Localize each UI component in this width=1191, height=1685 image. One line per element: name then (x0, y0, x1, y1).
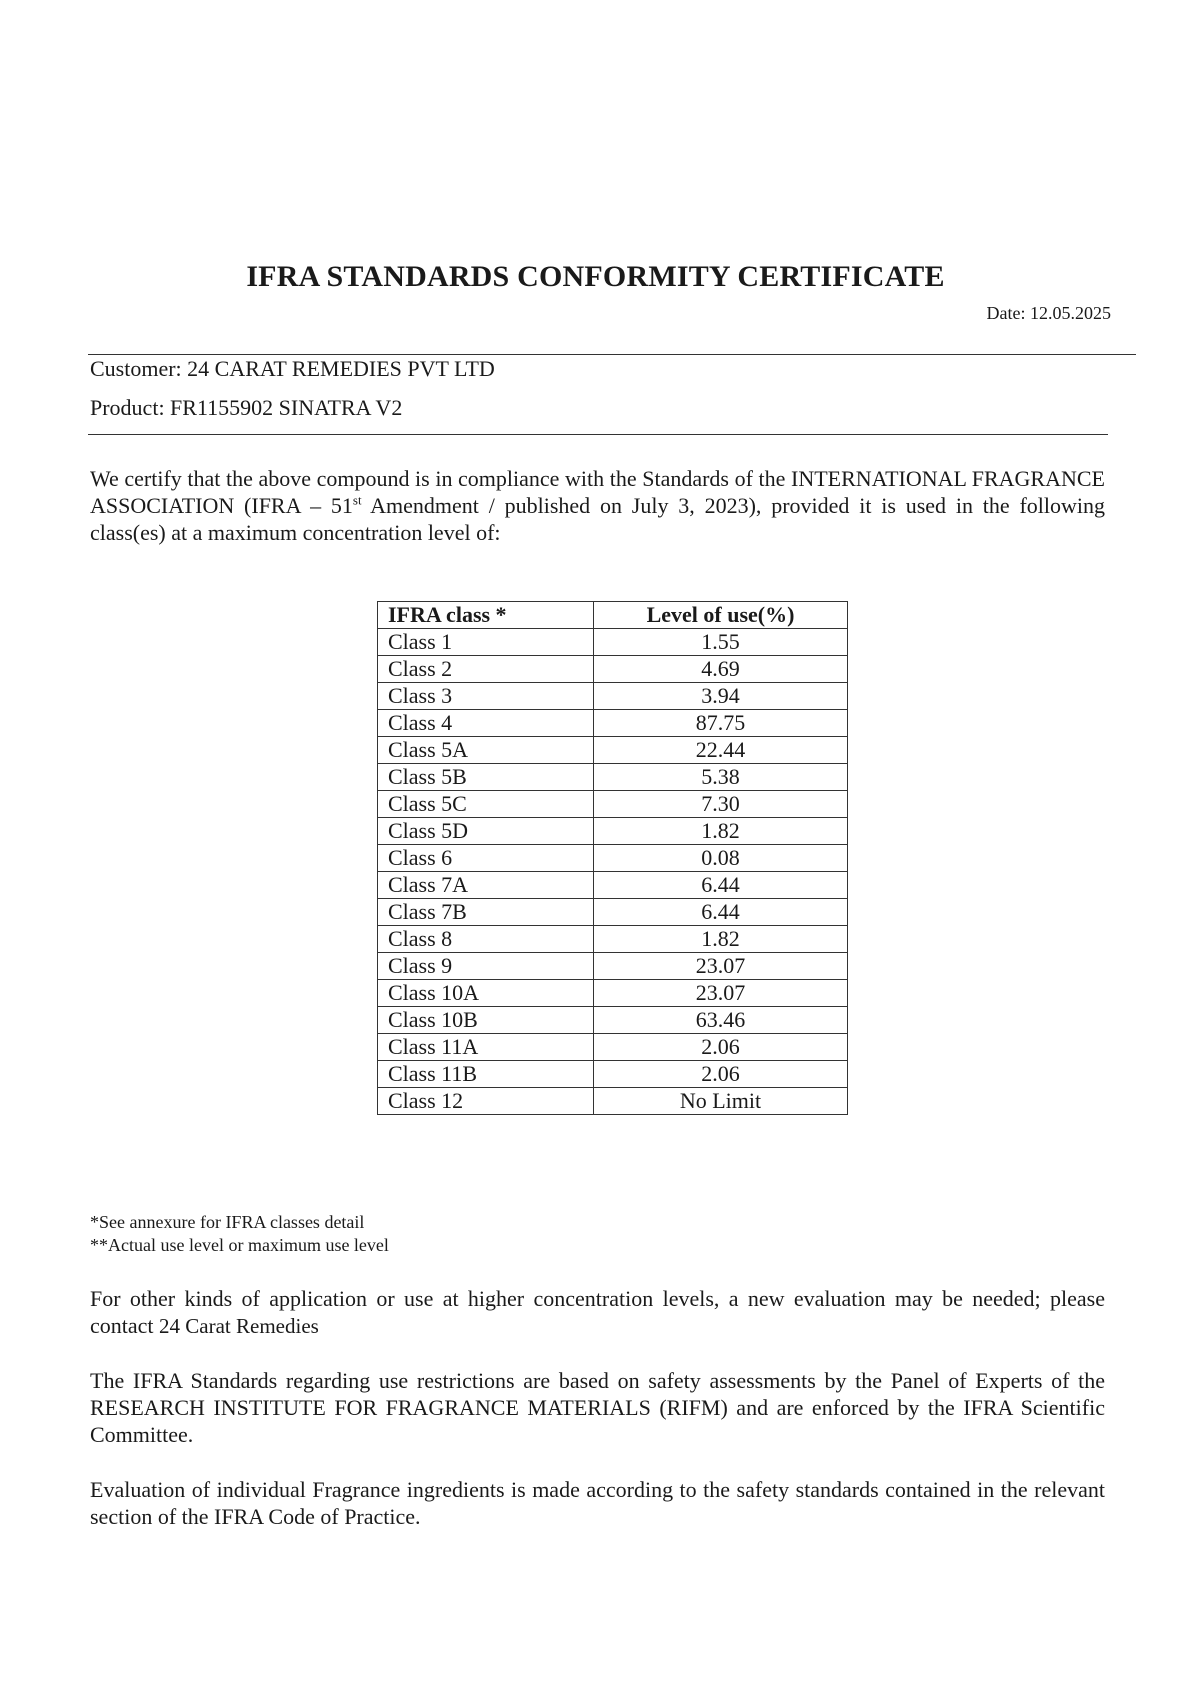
level-of-use-cell: 7.30 (594, 791, 848, 818)
header-level-of-use: Level of use(%) (594, 602, 848, 629)
level-of-use-cell: 63.46 (594, 1007, 848, 1034)
level-of-use-cell: 5.38 (594, 764, 848, 791)
customer-line: Customer: 24 CARAT REMEDIES PVT LTD (90, 356, 495, 381)
table-row (378, 1061, 848, 1088)
certification-text-end: Amendment / published on July 3, 2023), provided it is used in the following class(es) at a maximum concentration level of: (90, 493, 1105, 545)
table-row (378, 791, 848, 818)
class-name-cell: Class 8 (378, 926, 594, 953)
level-of-use-cell: 23.07 (594, 980, 848, 1007)
table-row (378, 656, 848, 683)
amendment-superscript: st (352, 492, 362, 508)
top-divider (88, 354, 1136, 355)
class-name-cell: Class 10A (378, 980, 594, 1007)
other-application-paragraph (90, 1285, 1105, 1340)
class-name-cell: Class 6 (378, 845, 594, 872)
table-row (378, 899, 848, 926)
table-row (378, 710, 848, 737)
table-row (378, 1034, 848, 1061)
table-row (378, 872, 848, 899)
level-of-use-cell: 1.55 (594, 629, 848, 656)
class-name-cell: Class 10B (378, 1007, 594, 1034)
certification-statement (90, 465, 1105, 546)
class-name-cell: Class 5B (378, 764, 594, 791)
level-of-use-cell: 22.44 (594, 737, 848, 764)
table-row (378, 845, 848, 872)
header-ifra-class: IFRA class * (378, 602, 594, 629)
class-name-cell: Class 11A (378, 1034, 594, 1061)
table-row (378, 1007, 848, 1034)
page-title: IFRA STANDARDS CONFORMITY CERTIFICATE (246, 260, 945, 293)
class-name-cell: Class 7B (378, 899, 594, 926)
class-name-cell: Class 5A (378, 737, 594, 764)
level-of-use-cell: 87.75 (594, 710, 848, 737)
class-name-cell: Class 5C (378, 791, 594, 818)
standards-paragraph: The IFRA Standards regarding use restrictions are based on safety assessments by the Panel of Experts of the RESEARCH INSTITUTE FOR FRAGRANCE MATERIALS (RIFM) and are enforced by the IFRA Scientific Committee. (90, 1368, 1105, 1447)
certification-text-start: We certify that the above compound is in compliance with the Standards of the INTERNATIONAL FRAGRANCE ASSOCIATION (IFRA – 51 (90, 466, 1105, 518)
table-row (378, 737, 848, 764)
table-row (378, 926, 848, 953)
class-name-cell: Class 1 (378, 629, 594, 656)
table-header-row (378, 602, 848, 629)
level-of-use-cell: 1.82 (594, 818, 848, 845)
class-name-cell: Class 7A (378, 872, 594, 899)
level-of-use-cell: 0.08 (594, 845, 848, 872)
ifra-class-table (377, 601, 848, 1115)
product-line: Product: FR1155902 SINATRA V2 (90, 395, 403, 420)
level-of-use-cell: 4.69 (594, 656, 848, 683)
class-name-cell: Class 12 (378, 1088, 594, 1115)
footnote-annexure: *See annexure for IFRA classes detail (90, 1212, 365, 1232)
level-of-use-cell: 23.07 (594, 953, 848, 980)
level-of-use-cell: 2.06 (594, 1061, 848, 1088)
table-row (378, 1088, 848, 1115)
table-row (378, 683, 848, 710)
other-application-text: For other kinds of application or use at higher concentration levels, a new evaluation may be needed; please contact (90, 1286, 1105, 1338)
class-name-cell: Class 4 (378, 710, 594, 737)
class-name-cell: Class 2 (378, 656, 594, 683)
level-of-use-cell: 6.44 (594, 872, 848, 899)
class-name-cell: Class 3 (378, 683, 594, 710)
class-name-cell: Class 9 (378, 953, 594, 980)
certificate-date: Date: 12.05.2025 (986, 303, 1111, 323)
level-of-use-cell: 1.82 (594, 926, 848, 953)
contact-name: 24 Carat Remedies (159, 1314, 319, 1338)
class-name-cell: Class 5D (378, 818, 594, 845)
table-row (378, 629, 848, 656)
footnote-use-level: **Actual use level or maximum use level (90, 1235, 389, 1255)
level-of-use-cell: No Limit (594, 1088, 848, 1115)
table-row (378, 764, 848, 791)
level-of-use-cell: 3.94 (594, 683, 848, 710)
level-of-use-cell: 2.06 (594, 1034, 848, 1061)
table-row (378, 980, 848, 1007)
evaluation-paragraph: Evaluation of individual Fragrance ingredients is made according to the safety standards contained in the relevant section of the IFRA Code of Practice. (90, 1477, 1105, 1529)
class-name-cell: Class 11B (378, 1061, 594, 1088)
level-of-use-cell: 6.44 (594, 899, 848, 926)
table-row (378, 818, 848, 845)
table-row (378, 953, 848, 980)
bottom-divider (88, 434, 1108, 435)
